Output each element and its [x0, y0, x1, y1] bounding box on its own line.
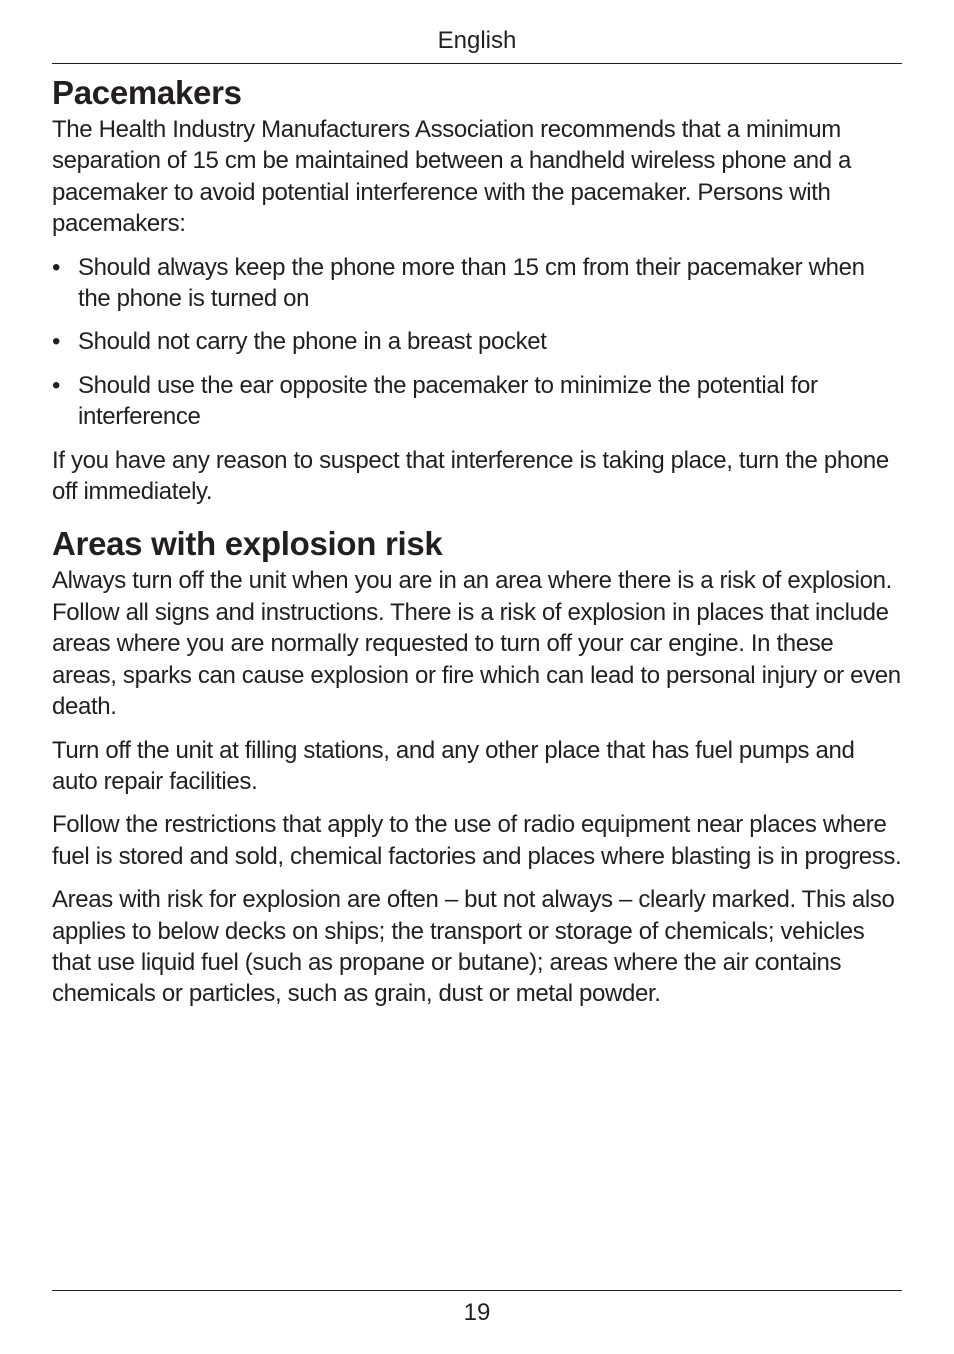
footer-divider	[52, 1290, 902, 1291]
explosion-paragraph: Always turn off the unit when you are in an area where there is a risk of explosion. Follow all signs and instructions. There is a risk of explosion in places that include areas where you are normally requested to turn off your car engine. In these areas, sparks can cause explosion or fire which can lead to personal injury or even death.	[52, 567, 901, 721]
explosion-paragraph: Areas with risk for explosion are often – but not always – clearly marked. This also applies to below decks on ships; the transport or storage of chemicals; vehicles that use liquid fuel (such as propane or butane); areas where the air contains chemicals or particles, such as grain, dust or metal powder.	[52, 886, 895, 1008]
bullet-item: • Should use the ear opposite the pacemaker to minimize the potential for interference	[52, 370, 902, 433]
bullet-item: • Should not carry the phone in a breast pocket	[52, 326, 902, 357]
explosion-paragraph: Follow the restrictions that apply to the use of radio equipment near places where fuel is stored and sold, chemical factories and places where blasting is in progress.	[52, 811, 902, 870]
header-divider	[52, 63, 902, 64]
pacemakers-intro-paragraph: The Health Industry Manufacturers Association recommends that a minimum separation of 15 cm be maintained between a handheld wireless phone and a pacemaker to avoid potential interference with the pacemaker. Persons with pacemakers:	[52, 116, 852, 238]
section-title-pacemakers: Pacemakers	[52, 74, 242, 111]
section-title-explosion-risk: Areas with explosion risk	[52, 525, 443, 563]
page-content	[52, 72, 902, 1022]
bullet-item: • Should always keep the phone more than 15 cm from their pacemaker when the phone is turned on	[52, 252, 902, 315]
page-header-language: English	[437, 27, 517, 54]
pacemakers-outro-paragraph: If you have any reason to suspect that interference is taking place, turn the phone off immediately.	[52, 446, 889, 506]
explosion-paragraph: Turn off the unit at filling stations, and any other place that has fuel pumps and auto repair facilities.	[52, 736, 855, 795]
page-number: 19	[463, 1299, 491, 1326]
pacemakers-bullet-list	[52, 252, 902, 433]
